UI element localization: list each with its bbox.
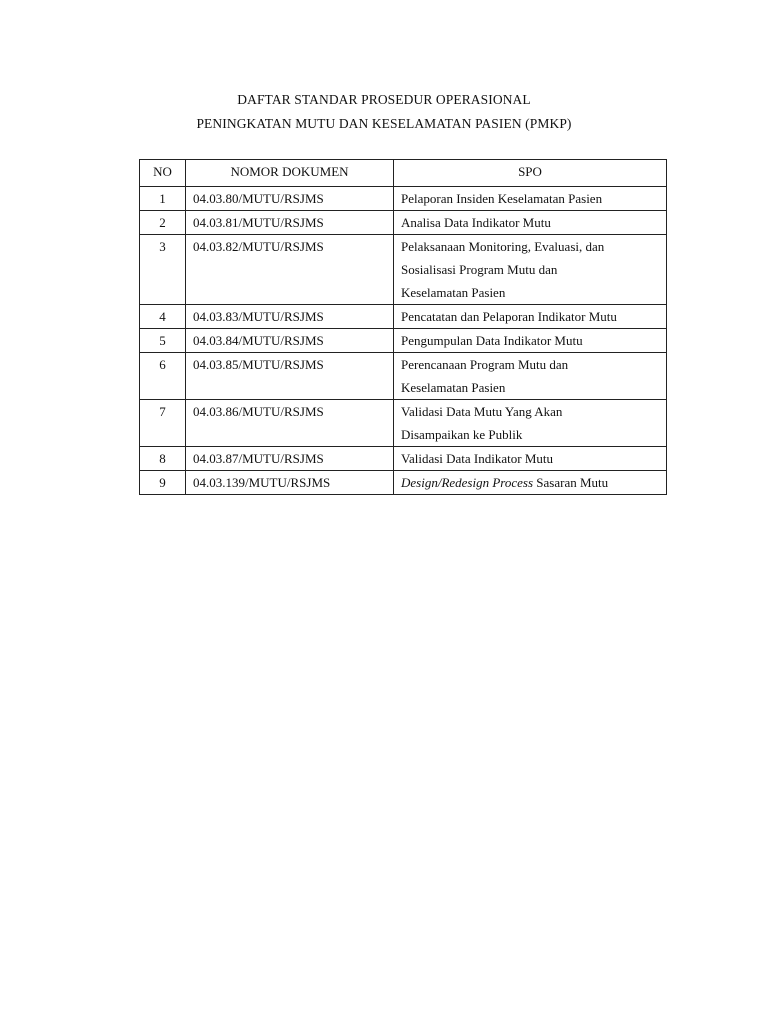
row-spo [394, 235, 667, 305]
row-spo: Validasi Data Indikator Mutu [394, 447, 667, 471]
row-doc-number: 04.03.82/MUTU/RSJMS [186, 235, 394, 305]
row-spo-line: Keselamatan Pasien [401, 285, 506, 300]
document-title-line-2: PENINGKATAN MUTU DAN KESELAMATAN PASIEN (PMKP) [196, 116, 572, 131]
row-spo-italic: Design/Redesign Process [401, 475, 534, 490]
row-doc-number: 04.03.86/MUTU/RSJMS [186, 400, 394, 447]
row-no: 8 [140, 447, 186, 471]
table-row [140, 187, 667, 211]
header-no: NO [140, 160, 186, 187]
table-row [140, 235, 667, 305]
row-doc-number: 04.03.84/MUTU/RSJMS [186, 329, 394, 353]
row-doc-number: 04.03.85/MUTU/RSJMS [186, 353, 394, 400]
row-spo [394, 353, 667, 400]
row-doc-number: 04.03.83/MUTU/RSJMS [186, 305, 394, 329]
row-no: 2 [140, 211, 186, 235]
table-row [140, 471, 667, 495]
row-no: 1 [140, 187, 186, 211]
row-spo-line: Sosialisasi Program Mutu dan [401, 262, 558, 277]
row-spo: Pencatatan dan Pelaporan Indikator Mutu [394, 305, 667, 329]
row-spo-line: Pelaksanaan Monitoring, Evaluasi, dan [401, 239, 605, 254]
row-spo [394, 400, 667, 447]
row-no: 6 [140, 353, 186, 400]
row-spo: Analisa Data Indikator Mutu [394, 211, 667, 235]
row-no: 7 [140, 400, 186, 447]
row-no: 9 [140, 471, 186, 495]
row-spo: Pelaporan Insiden Keselamatan Pasien [394, 187, 667, 211]
row-no: 5 [140, 329, 186, 353]
table-row [140, 353, 667, 400]
table-row [140, 447, 667, 471]
table-row [140, 400, 667, 447]
table-header-row [140, 160, 667, 187]
spo-table [139, 159, 667, 495]
row-no: 3 [140, 235, 186, 305]
row-spo-rest: Sasaran Mutu [533, 475, 609, 490]
row-spo: Pengumpulan Data Indikator Mutu [394, 329, 667, 353]
document-title-line-1: DAFTAR STANDAR PROSEDUR OPERASIONAL [237, 92, 531, 107]
row-doc-number: 04.03.139/MUTU/RSJMS [186, 471, 394, 495]
row-doc-number: 04.03.81/MUTU/RSJMS [186, 211, 394, 235]
row-spo-line: Perencanaan Program Mutu dan [401, 357, 569, 372]
header-spo: SPO [394, 160, 667, 187]
table-row [140, 211, 667, 235]
row-spo-line: Disampaikan ke Publik [401, 427, 523, 442]
header-nomor-dokumen: NOMOR DOKUMEN [186, 160, 394, 187]
table-row [140, 329, 667, 353]
row-spo-line: Validasi Data Mutu Yang Akan [401, 404, 563, 419]
row-doc-number: 04.03.87/MUTU/RSJMS [186, 447, 394, 471]
row-doc-number: 04.03.80/MUTU/RSJMS [186, 187, 394, 211]
row-spo-line: Keselamatan Pasien [401, 380, 506, 395]
row-spo [394, 471, 667, 495]
row-no: 4 [140, 305, 186, 329]
table-row [140, 305, 667, 329]
